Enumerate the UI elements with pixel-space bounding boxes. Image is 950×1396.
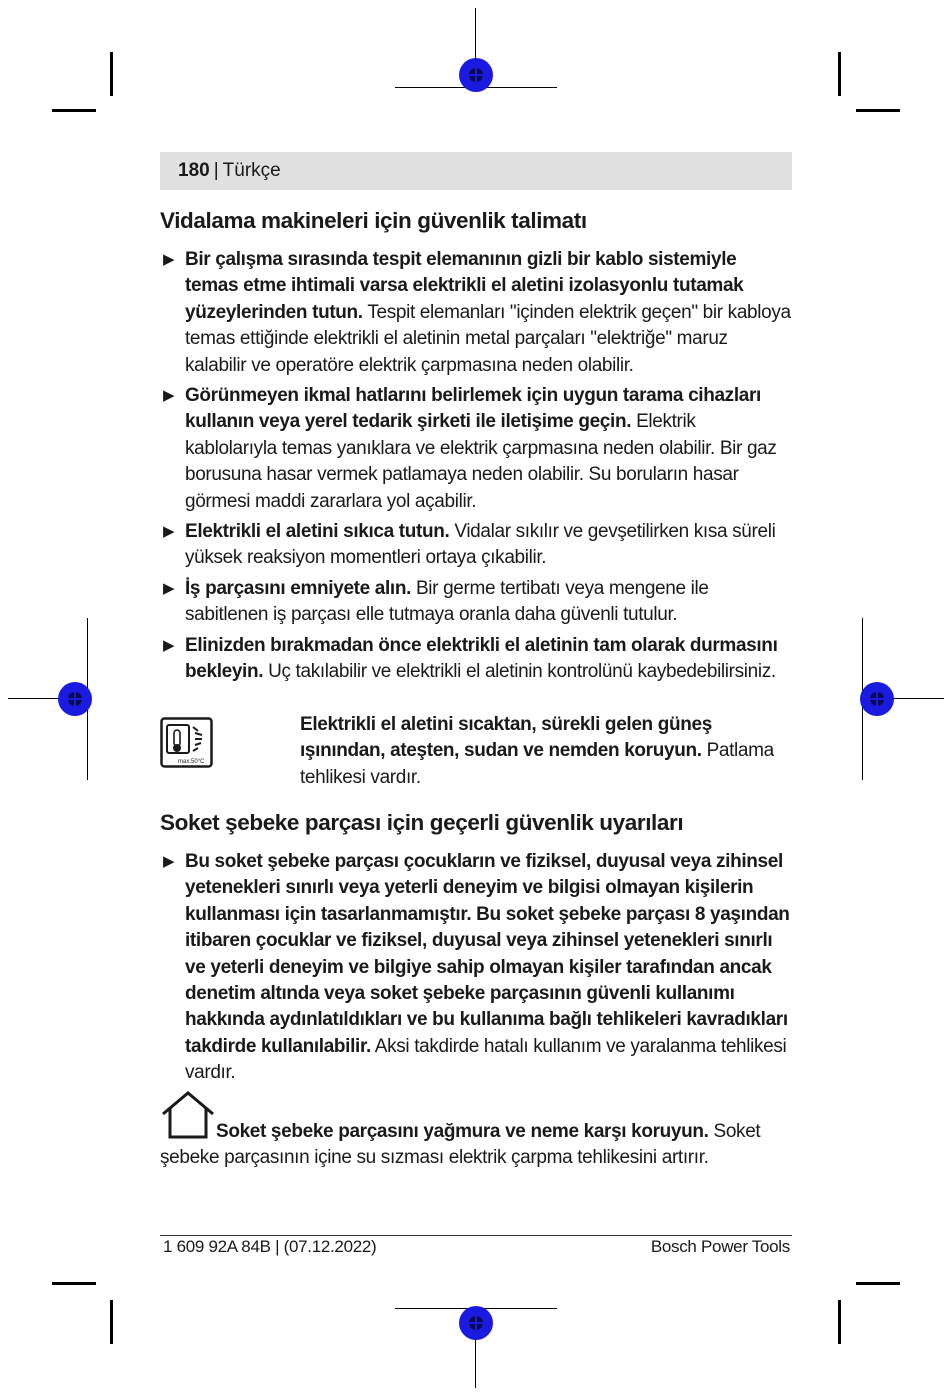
- page-number: 180: [178, 160, 210, 181]
- max-temperature-label: max.50°C: [178, 759, 205, 765]
- footer-document-id: 1 609 92A 84B | (07.12.2022): [163, 1237, 377, 1256]
- footer-brand: Bosch Power Tools: [650, 1237, 790, 1256]
- header-separator: |: [213, 160, 219, 181]
- crop-mark: [838, 1300, 841, 1344]
- crop-mark: [856, 1282, 900, 1285]
- registration-mark-icon: [58, 682, 92, 716]
- safety-item-bold: Elektrikli el aletini sıkıca tutun.: [185, 521, 450, 543]
- safety-item-bold: İş parçasını emniyete alın.: [185, 577, 412, 599]
- heat-protection-icon: [160, 717, 214, 769]
- section1-items: [160, 247, 792, 686]
- bullet-triangle-icon: ▶: [163, 853, 175, 870]
- safety-item-text: Tespit elemanları "içinden elektrik geçen" bir kabloya temas ettiğinde elektrikli el aletinin metal parçaları "elektriğe" maruz kalabilir ve operatöre elektrik çarpmasına neden olabilir.: [185, 301, 791, 376]
- safety-item: [160, 849, 792, 1087]
- bullet-triangle-icon: ▶: [163, 636, 175, 654]
- bullet-triangle-icon: ▶: [163, 251, 175, 268]
- section-title-power-supply-safety: Soket şebeke parçası için geçerli güvenlik uyarıları: [160, 810, 684, 835]
- safety-item-text: Uç takılabilir ve elektrikli el aletinin kontrolünü kaybedebilirsiniz.: [263, 661, 776, 683]
- safety-item: [160, 633, 792, 686]
- safety-item: [160, 247, 792, 379]
- crop-mark: [110, 52, 113, 96]
- crop-mark: [838, 52, 841, 96]
- safety-item-text: Vidalar sıkılır ve gevşetilirken kısa süreli yüksek reaksiyon momentleri ortaya çıkabilir.: [185, 521, 776, 569]
- section2-items: [160, 849, 792, 1087]
- safety-item-text: Bir germe tertibatı veya mengene ile sabitlenen iş parçası elle tutmaya oranla daha güvenli tutulur.: [185, 577, 709, 626]
- heat-warning-text: Patlama tehlikesi vardır.: [300, 740, 774, 788]
- moisture-warning-text: Soket şebeke parçasının içine su sızması elektrik çarpma tehlikesini artırır.: [160, 1121, 761, 1169]
- safety-item-text: Elektrik kablolarıyla temas yanıklara ve elektrik çarpmasına neden olabilir. Bir gaz borusuna hasar vermek patlamaya neden olabilir. Su boruların hasar görmesi maddi zararlara yol açabilir.: [185, 411, 777, 512]
- heat-warning-note: [300, 712, 792, 791]
- registration-mark-icon: [459, 1306, 493, 1340]
- registration-mark-icon: [860, 682, 894, 716]
- crop-mark: [110, 1300, 113, 1344]
- page-header: [160, 152, 792, 190]
- crop-mark: [52, 1282, 96, 1285]
- safety-item-bold: Bir çalışma sırasında tespit elemanının gizli bir kablo sistemiyle temas etme ihtimali varsa elektrikli el aletini izolasyonlu tutamak yüzeylerinden tutun.: [185, 249, 744, 323]
- header-language: Türkçe: [222, 160, 281, 181]
- safety-item-bold: Görünmeyen ikmal hatlarını belirlemek için uygun tarama cihazları kullanın veya yerel tedarik şirketi ile iletişime geçin.: [185, 385, 761, 433]
- safety-item: [160, 383, 792, 515]
- footer-divider: [160, 1235, 792, 1236]
- safety-item: [160, 576, 792, 629]
- bullet-triangle-icon: ▶: [163, 387, 175, 405]
- registration-mark-icon: [459, 58, 493, 92]
- moisture-warning-bold: Soket şebeke parçasını yağmura ve neme karşı koruyun.: [216, 1121, 709, 1142]
- bullet-triangle-icon: ▶: [163, 579, 175, 597]
- heat-warning-bold: Elektrikli el aletini sıcaktan, sürekli gelen güneş ışınından, ateşten, sudan ve nemden koruyun.: [300, 714, 712, 762]
- crop-mark: [52, 109, 96, 112]
- section-title-screwdriver-safety: Vidalama makineleri için güvenlik talimatı: [160, 208, 587, 233]
- safety-item-bold: Bu soket şebeke parçası çocukların ve fiziksel, duyusal veya zihinsel yetenekleri sınırlı veya yeterli deneyim ve bilgisi olmayan kişilerin kullanması için tasarlanmamıştır. Bu soket şebeke parçası 8 yaşından itibaren çocuklar ve fiziksel, duyusal veya zihinsel yetenekleri sınırlı ve yeterli deneyim ve bilgiye sahip olmayan kişiler tarafından ancak denetim altında veya soket şebeke parçasının güvenli kullanımı hakkında aydınlatıldıkları ve bu kullanıma bağlı tehlikeleri kavradıkları takdirde kullanılabilir.: [185, 851, 790, 1057]
- crop-mark: [856, 109, 900, 112]
- safety-item: [160, 519, 792, 572]
- safety-item-bold: Elinizden bırakmadan önce elektrikli el aletinin tam olarak durmasını bekleyin.: [185, 634, 778, 683]
- moisture-warning-note: [160, 1119, 792, 1172]
- bullet-triangle-icon: ▶: [163, 523, 175, 541]
- safety-item-text: Aksi takdirde hatalı kullanım ve yaralanma tehlikesi vardır.: [185, 1035, 787, 1084]
